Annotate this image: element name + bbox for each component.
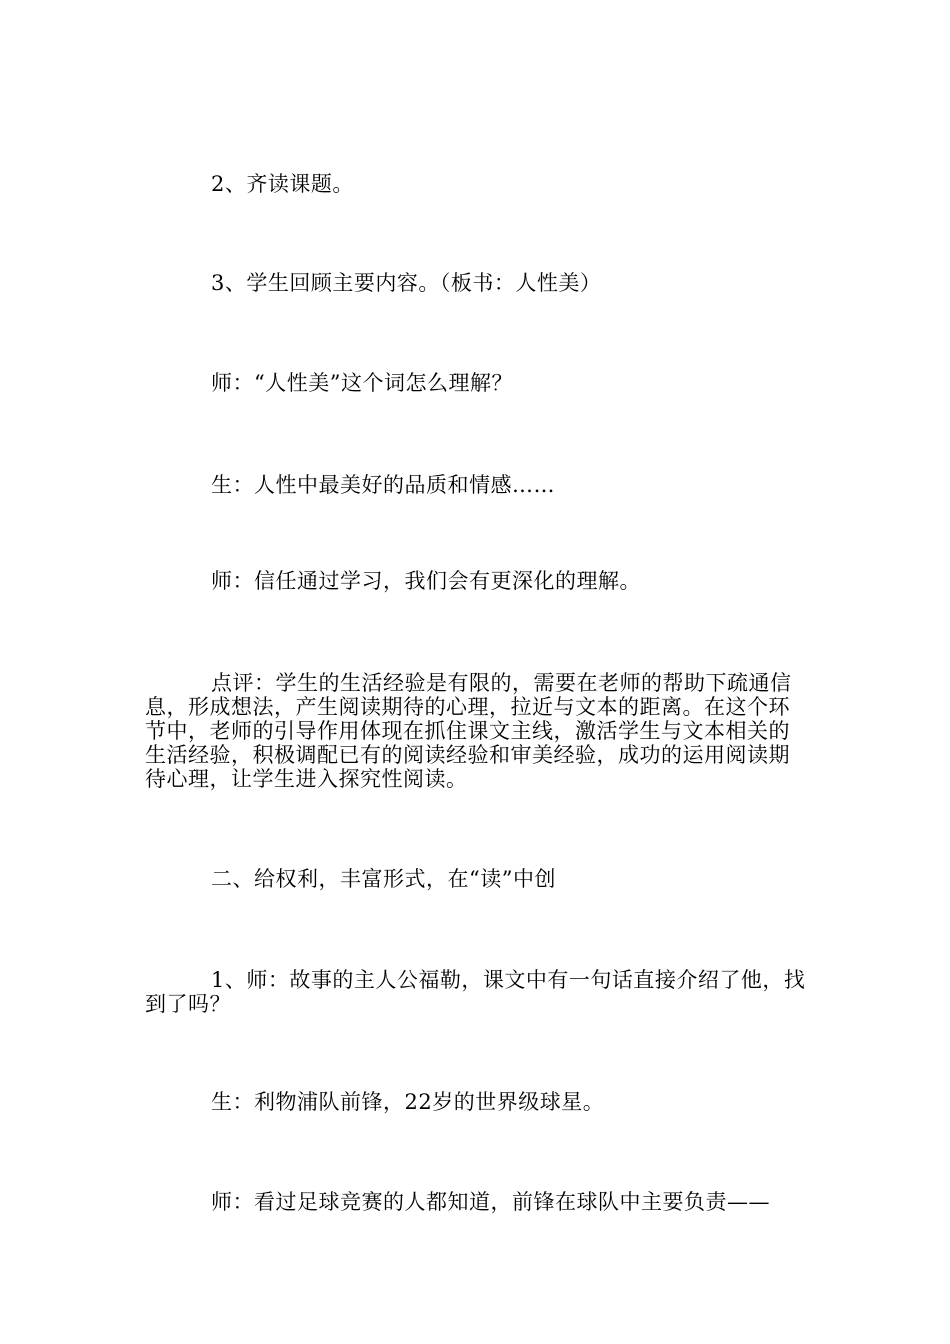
paragraph-read-title: 2、齐读课题。	[211, 172, 354, 196]
paragraph-teacher-reply: 师：信任通过学习，我们会有更深化的理解。	[211, 569, 641, 593]
paragraph-commentary: 点评：学生的生活经验是有限的，需要在老师的帮助下疏通信息，形成想法，产生阅读期待的心理，拉近与文本的距离。在这个环节中，老师的引导作用体现在抓住课文主线，激活学生与文本相关的生活经验，积极调配已有的阅读经验和审美经验，成功的运用阅读期待心理，让学生进入探究性阅读。	[145, 671, 792, 791]
section-heading: 二、给权利，丰富形式，在“读”中创	[211, 867, 556, 891]
paragraph-student-forward: 生：利物浦队前锋，22岁的世界级球星。	[211, 1090, 605, 1114]
paragraph-teacher-forward-role: 师：看过足球竞赛的人都知道，前锋在球队中主要负责——	[211, 1190, 770, 1214]
paragraph-review-content: 3、学生回顾主要内容。（板书：人性美）	[211, 271, 602, 295]
paragraph-student-answer: 生：人性中最美好的品质和情感……	[211, 473, 555, 497]
paragraph-teacher-story-question: 1、师：故事的主人公福勒，课文中有一句话直接介绍了他，找到了吗？	[145, 968, 806, 1016]
paragraph-teacher-question: 师：“人性美”这个词怎么理解？	[211, 371, 513, 395]
